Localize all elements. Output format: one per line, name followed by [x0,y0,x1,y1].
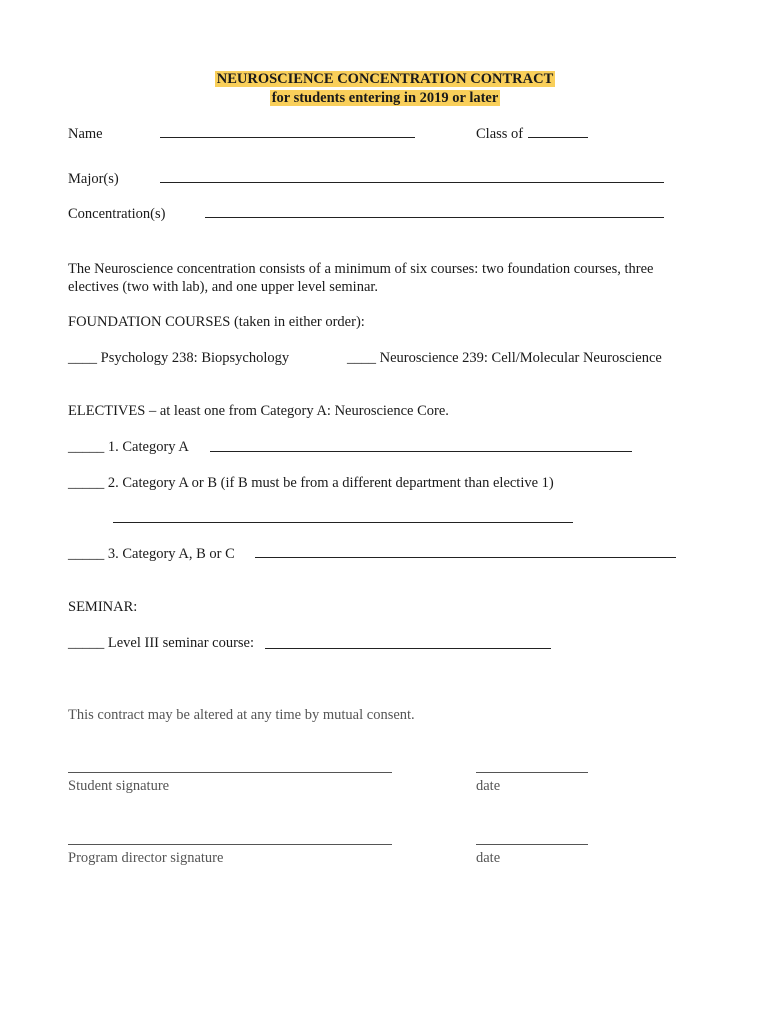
student-date-label: date [476,778,501,794]
name-field[interactable] [160,137,415,138]
concentrations-label: Concentration(s) [68,206,166,222]
foundation-course-2[interactable]: ____ Neuroscience 239: Cell/Molecular Neuroscience [347,350,662,366]
name-label: Name [68,126,103,142]
director-signature-label: Program director signature [68,850,224,866]
elective-1-field[interactable] [210,451,632,452]
elective-2-field[interactable] [113,522,573,523]
majors-field[interactable] [160,182,664,183]
intro-paragraph: The Neuroscience concentration consists of a minimum of six courses: two foundation courses, three electives (two with lab), and one upper level seminar. [68,261,654,295]
seminar-heading: SEMINAR: [68,599,138,615]
foundation-heading: FOUNDATION COURSES (taken in either order): [68,314,365,330]
class-field[interactable] [528,137,588,138]
seminar-course-label[interactable]: _____ Level III seminar course: [68,635,255,651]
class-label: Class of [476,126,524,142]
student-signature-line[interactable] [68,772,392,773]
elective-2-label[interactable]: _____ 2. Category A or B (if B must be from a different department than elective 1) [68,475,554,491]
title-line-1: NEUROSCIENCE CONCENTRATION CONTRACT [216,71,554,87]
title-line-2: for students entering in 2019 or later [271,90,499,106]
director-signature-line[interactable] [68,844,392,845]
director-date-label: date [476,850,501,866]
consent-statement: This contract may be altered at any time by mutual consent. [68,707,415,723]
elective-1-label[interactable]: _____ 1. Category A [68,439,189,455]
document-title [0,69,770,107]
elective-3-label[interactable]: _____ 3. Category A, B or C [68,546,235,562]
electives-heading: ELECTIVES – at least one from Category A: Neuroscience Core. [68,403,449,419]
concentrations-field[interactable] [205,217,664,218]
seminar-course-field[interactable] [265,648,551,649]
majors-label: Major(s) [68,171,119,187]
student-date-line[interactable] [476,772,588,773]
foundation-course-1[interactable]: ____ Psychology 238: Biopsychology [68,350,290,366]
elective-3-field[interactable] [255,557,676,558]
student-signature-label: Student signature [68,778,170,794]
director-date-line[interactable] [476,844,588,845]
